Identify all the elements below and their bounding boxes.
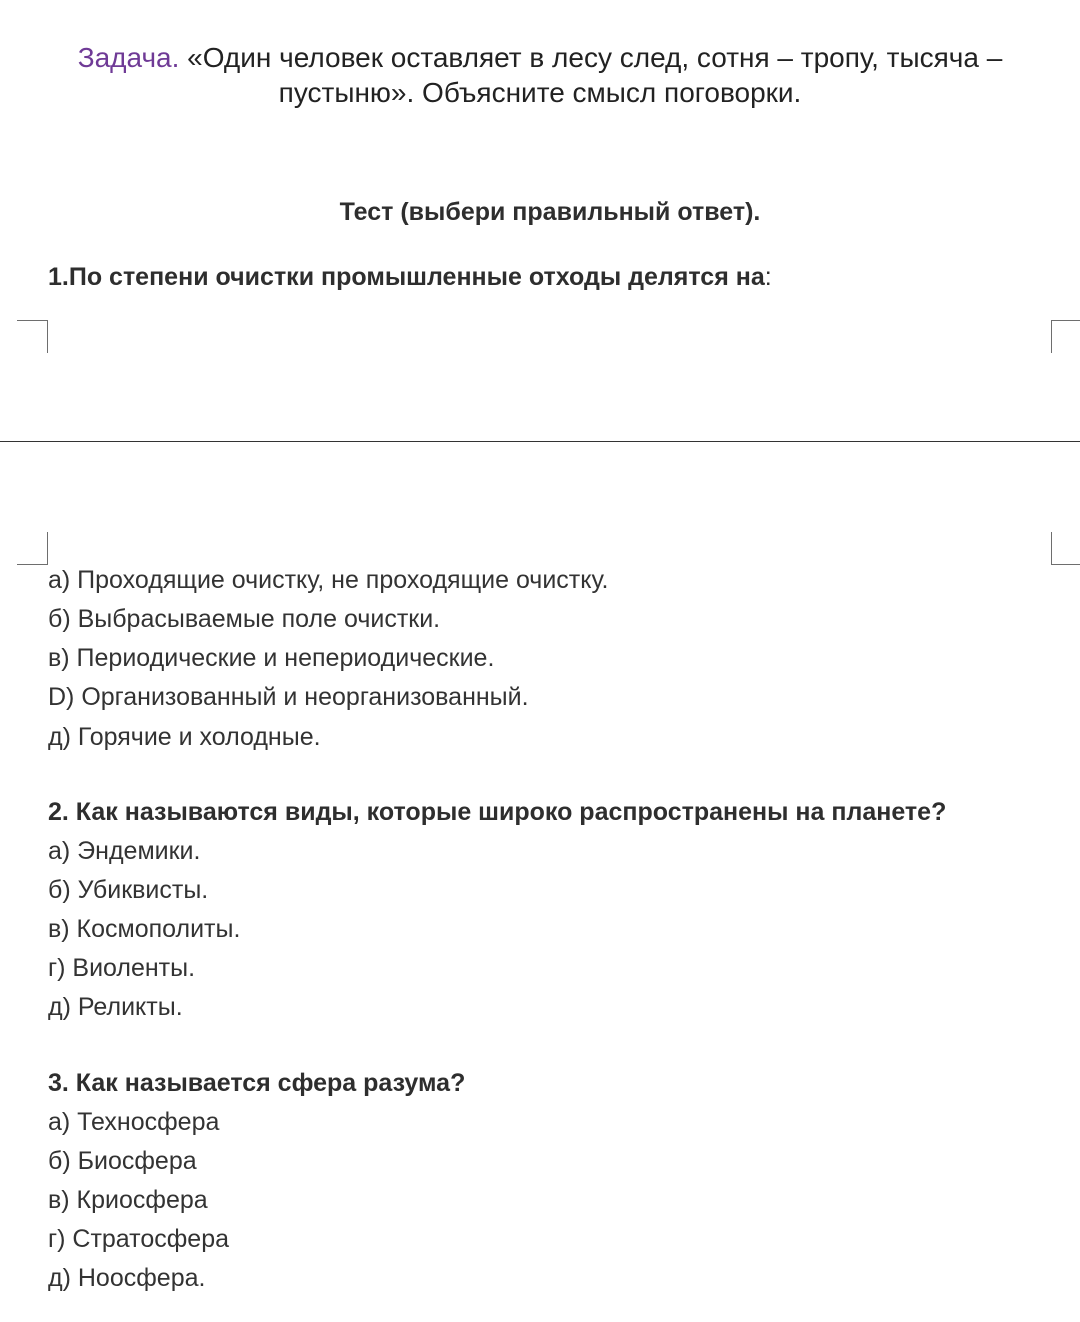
- question-3-option-a: а) Техносфера: [48, 1108, 220, 1136]
- question-2-option-b: б) Убиквисты.: [48, 876, 209, 904]
- question-1-option-e: д) Горячие и холодные.: [48, 723, 321, 751]
- page-corner-mark-bottom-left: [17, 532, 48, 565]
- page-break-line: [0, 441, 1080, 442]
- question-3-title: 3. Как называется сфера разума?: [48, 1069, 466, 1097]
- task-paragraph: [40, 40, 1040, 110]
- question-2-option-e: д) Реликты.: [48, 993, 183, 1021]
- question-3-option-c: в) Криосфера: [48, 1186, 208, 1214]
- page-corner-mark-bottom-right: [1051, 532, 1080, 565]
- question-1-title: [48, 263, 772, 292]
- test-heading: Тест (выбери правильный ответ).: [339, 198, 761, 226]
- question-3-option-e: д) Ноосфера.: [48, 1264, 206, 1292]
- question-1-option-a: а) Проходящие очистку, не проходящие очистку.: [48, 566, 609, 594]
- question-3-option-d: г) Стратосфера: [48, 1225, 230, 1253]
- question-2-option-c: в) Космополиты.: [48, 915, 241, 943]
- task-label: Задача.: [77, 42, 180, 73]
- question-1-text: 1.По степени очистки промышленные отходы делятся на: [48, 263, 765, 291]
- question-3-option-b: б) Биосфера: [48, 1147, 197, 1175]
- question-2-option-d: г) Виоленты.: [48, 954, 196, 982]
- question-1-option-c: в) Периодические и непериодические.: [48, 644, 495, 672]
- page-corner-mark-top-right: [1051, 320, 1080, 353]
- page-corner-mark-top-left: [17, 320, 48, 353]
- question-1-colon: :: [764, 263, 772, 291]
- question-2-title: 2. Как называются виды, которые широко распространены на планете?: [48, 798, 947, 826]
- question-2-option-a: а) Эндемики.: [48, 837, 201, 865]
- question-1-option-b: б) Выбрасываемые поле очистки.: [48, 605, 441, 633]
- question-1-option-d: D) Организованный и неорганизованный.: [48, 683, 529, 711]
- task-text: «Один человек оставляет в лесу след, сотня – тропу, тысяча – пустыню». Объясните смысл поговорки.: [179, 42, 1003, 108]
